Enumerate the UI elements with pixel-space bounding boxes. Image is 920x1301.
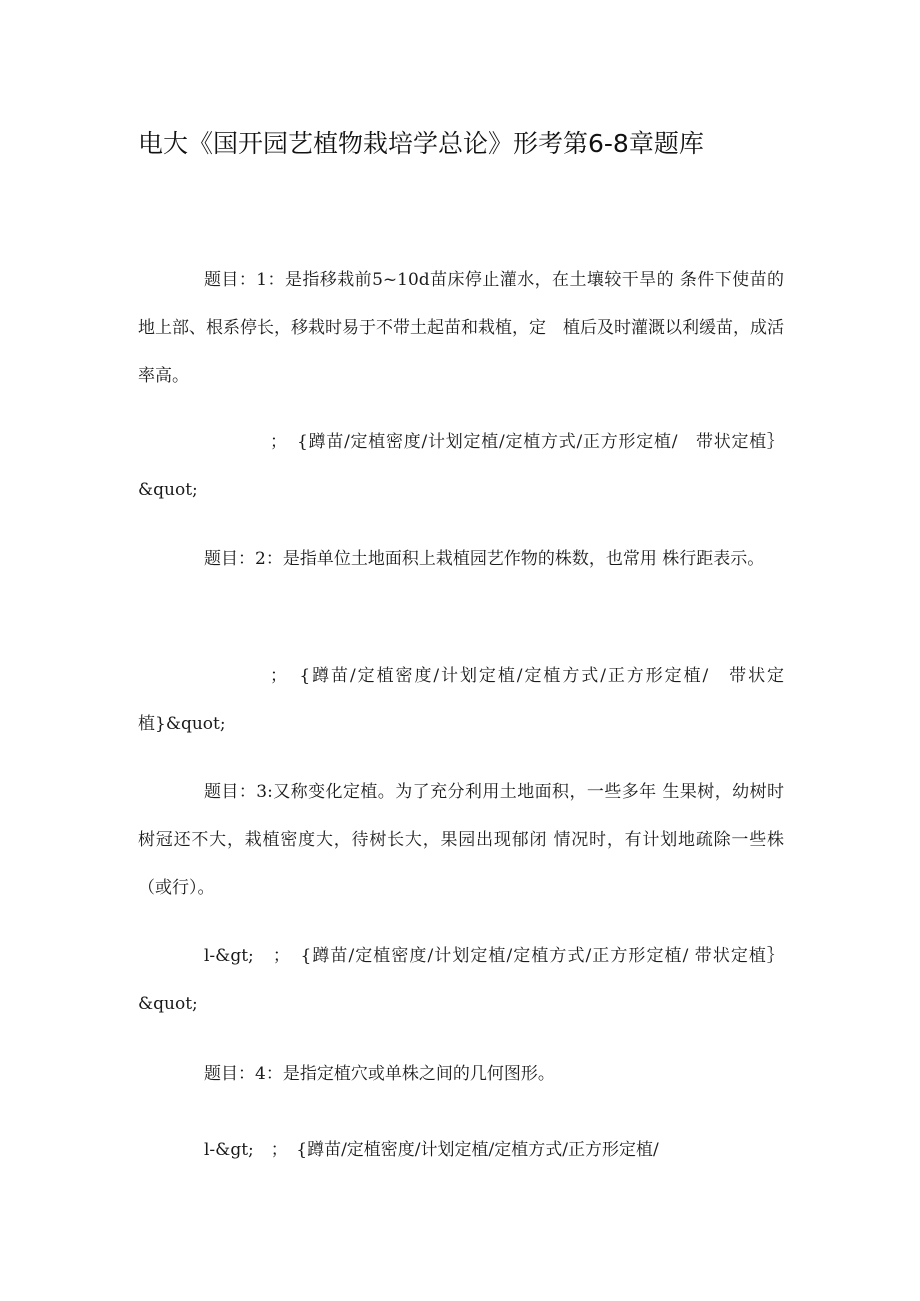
answer-2: ； {蹲苗/定植密度/计划定植/定植方式/正方形定植/ 带状定植}&quot; — [138, 666, 784, 734]
document-title: 电大《国开园艺植物栽培学总论》形考第6-8章题库 — [138, 129, 704, 158]
question-4: 题目：4：是指定植穴或单株之间的几何图形。 — [204, 1064, 555, 1084]
question-3: 题目：3:又称变化定植。为了充分利用土地面积，一些多年 生果树，幼树时树冠还不大，栽植密度大，待树长大，果园出现郁闭 情况时，有计划地疏除一些株（或行）。 — [138, 782, 784, 898]
question-1: 题目：1：是指移栽前5~10d苗床停止灌水，在土壤较干旱的 条件下使苗的地上部、根系停长，移栽时易于不带土起苗和栽植，定 植后及时灌溉以利缓苗，成活率高。 — [138, 270, 784, 386]
answer-4: l-&gt; ； {蹲苗/定植密度/计划定植/定植方式/正方形定植/ — [204, 1140, 659, 1160]
answer-3: l-&gt; ； {蹲苗/定植密度/计划定植/定植方式/正方形定植/ 带状定植｝ &quot; — [138, 946, 784, 1014]
question-2: 题目：2：是指单位土地面积上栽植园艺作物的株数，也常用 株行距表示。 — [204, 549, 765, 569]
answer-1: ； {蹲苗/定植密度/计划定植/定植方式/正方形定植/ 带状定植｝&quot; — [138, 432, 784, 500]
